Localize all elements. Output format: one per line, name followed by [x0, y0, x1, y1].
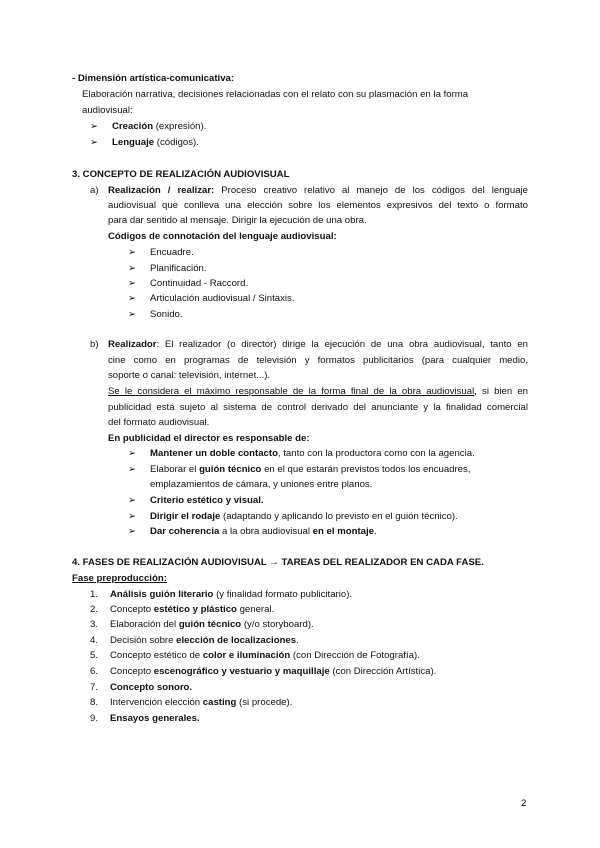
- realizador-line6: del formato audiovisual.: [108, 417, 210, 428]
- arrow-bullet-icon: ➢: [128, 511, 137, 522]
- dimension-title: - Dimensión artística-comunicativa:: [72, 73, 235, 84]
- arrow-bullet-icon: ➢: [128, 495, 137, 506]
- list-item: ➢ Dar coherencia a la obra audiovisual en el montaje.: [128, 524, 377, 539]
- realizador-line4: Se le considera el máximo responsable de la forma final de la obra audiovisual, si bien en: [108, 386, 529, 397]
- responsibilities-title: En publicidad el director es responsable de:: [108, 433, 310, 444]
- arrow-bullet-icon: ➢: [128, 464, 137, 475]
- arrow-bullet-icon: ➢: [128, 293, 137, 304]
- list-item: ➢ Mantener un doble contacto, tanto con la productora como con la agencia.: [128, 446, 475, 461]
- list-item: 4. Decisión sobre elección de localizaciones.: [90, 635, 299, 646]
- dimension-body-line2: audiovisual:: [82, 105, 133, 116]
- list-item: ➢ Sonido.: [128, 307, 183, 322]
- arrow-bullet-icon: ➢: [128, 309, 137, 320]
- list-item: 7. Concepto sonoro.: [90, 682, 193, 693]
- arrow-bullet-icon: ➢: [128, 526, 137, 537]
- list-item: 6. Concepto escenográfico y vestuario y maquillaje (con Dirección Artística).: [90, 666, 437, 677]
- realizacion-line1: Realización / realizar: Proceso creativo relativo al manejo de los códigos del lenguaje: [108, 185, 528, 196]
- list-item: 8. Intervención elección casting (si procede).: [90, 697, 293, 708]
- page-number: 2: [521, 798, 527, 809]
- list-item: 2. Concepto estético y plástico general.: [90, 604, 275, 615]
- list-item-continuation: emplazamientos de cámara, y uniones entre planos.: [150, 479, 373, 490]
- list-item: ➢ Creación (expresión).: [90, 119, 206, 134]
- realizador-line2: cine como en programas de televisión y formatos publicitarios (para cualquier medio,: [108, 355, 528, 366]
- codes-title: Códigos de connotación del lenguaje audiovisual:: [108, 231, 337, 242]
- arrow-bullet-icon: ➢: [128, 247, 137, 258]
- list-item: ➢ Planificación.: [128, 261, 207, 276]
- list-item: 1. Análisis guión literario (y finalidad formato publicitario).: [90, 589, 353, 600]
- list-marker-b: b): [90, 339, 99, 350]
- list-item: ➢ Elaborar el guión técnico en el que estarán previstos todos los encuadres,: [128, 462, 470, 477]
- arrow-bullet-icon: ➢: [90, 121, 99, 132]
- realizador-line3: soporte o canal: televisión, internet...).: [108, 370, 271, 381]
- arrow-bullet-icon: ➢: [128, 263, 137, 274]
- realizador-line5: publicidad está sujeto al sistema de control derivado del anunciante y la finalidad comercial: [108, 402, 528, 413]
- list-item: ➢ Lenguaje (códigos).: [90, 135, 199, 150]
- list-item: 9. Ensayos generales.: [90, 713, 200, 724]
- list-item: ➢ Continuidad - Raccord.: [128, 276, 248, 291]
- arrow-bullet-icon: ➢: [90, 137, 99, 148]
- dimension-body-line1: Elaboración narrativa, decisiones relacionadas con el relato con su plasmación en la forma: [82, 89, 469, 100]
- phase-subtitle: Fase preproducción:: [72, 573, 167, 584]
- list-item: ➢ Encuadre.: [128, 245, 194, 260]
- arrow-bullet-icon: ➢: [128, 448, 137, 459]
- section-4-heading: 4. FASES DE REALIZACIÓN AUDIOVISUAL → TAREAS DEL REALIZADOR EN CADA FASE.: [72, 557, 484, 568]
- list-item: ➢ Dirigir el rodaje (adaptando y aplicando lo previsto en el guión técnico).: [128, 509, 458, 524]
- realizacion-line3: para dar sentido al mensaje. Dirigir la ejecución de una obra.: [108, 215, 367, 226]
- list-marker-a: a): [90, 185, 99, 196]
- realizacion-line2: audiovisual que conlleva una elección sobre los elementos expresivos del texto o formato: [108, 200, 528, 211]
- section-3-heading: 3. CONCEPTO DE REALIZACIÓN AUDIOVISUAL: [72, 169, 290, 180]
- list-item: ➢ Criterio estético y visual.: [128, 493, 264, 508]
- list-item: ➢ Articulación audiovisual / Sintaxis.: [128, 291, 295, 306]
- list-item: 3. Elaboración del guión técnico (y/o storyboard).: [90, 619, 314, 630]
- arrow-bullet-icon: ➢: [128, 278, 137, 289]
- realizador-line1: Realizador: El realizador (o director) dirige la ejecución de una obra audiovisual, tanto en: [108, 339, 528, 350]
- list-item: 5. Concepto estético de color e iluminación (con Dirección de Fotografía).: [90, 650, 420, 661]
